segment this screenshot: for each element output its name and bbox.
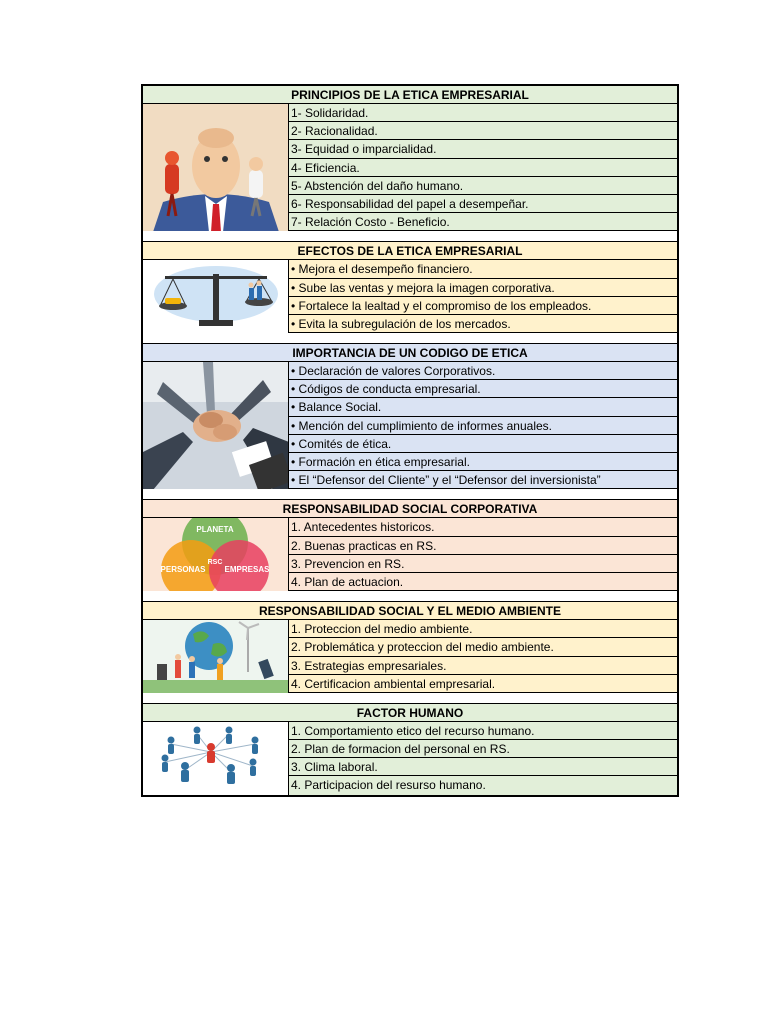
- list-item: 4. Certificacion ambiental empresarial.: [289, 675, 677, 693]
- list-item: 4. Plan de actuacion.: [289, 573, 677, 591]
- list-item: • Comités de ética.: [289, 435, 677, 453]
- list-item: 5- Abstención del daño humano.: [289, 177, 677, 195]
- section-efectos: [143, 242, 677, 344]
- section-factor-humano: [143, 704, 677, 795]
- list-item: 3. Prevencion en RS.: [289, 555, 677, 573]
- list-item: 3. Estrategias empresariales.: [289, 657, 677, 675]
- venn-label-left: PERSONAS: [160, 565, 206, 575]
- list-item: 4. Participacion del resurso humano.: [289, 776, 677, 794]
- list-item: 1- Solidaridad.: [289, 104, 677, 122]
- people-network-image: [143, 722, 289, 795]
- list-item: 1. Proteccion del medio ambiente.: [289, 620, 677, 638]
- section-divider: [143, 693, 677, 704]
- list-item: • El “Defensor del Cliente” y el “Defensor del inversionista”: [289, 471, 677, 489]
- list-item: 6- Responsabilidad del papel a desempeñar.: [289, 195, 677, 213]
- list-item: • Códigos de conducta empresarial.: [289, 380, 677, 398]
- items-list: [289, 104, 677, 231]
- list-item: • Evita la subregulación de los mercados.: [289, 315, 677, 333]
- section-divider: [143, 591, 677, 602]
- section-principios: [143, 86, 677, 242]
- rsc-venn-diagram: [143, 518, 289, 591]
- items-list: [289, 722, 677, 795]
- list-item: 2- Racionalidad.: [289, 122, 677, 140]
- list-item: 3. Clima laboral.: [289, 758, 677, 776]
- environment-globe-image: [143, 620, 289, 693]
- section-title: RESPONSABILIDAD SOCIAL CORPORATIVA: [143, 500, 677, 518]
- items-list: [289, 518, 677, 591]
- list-item: • Declaración de valores Corporativos.: [289, 362, 677, 380]
- list-item: • Mejora el desempeño financiero.: [289, 260, 677, 278]
- venn-label-top: PLANETA: [196, 525, 234, 535]
- venn-label-right: EMPRESAS: [224, 565, 270, 575]
- section-title: RESPONSABILIDAD SOCIAL Y EL MEDIO AMBIENTE: [143, 602, 677, 620]
- team-hands-photo: [143, 362, 289, 489]
- section-divider: [143, 333, 677, 344]
- list-item: • Sube las ventas y mejora la imagen corporativa.: [289, 279, 677, 297]
- list-item: 3- Equidad o imparcialidad.: [289, 140, 677, 158]
- list-item: • Mención del cumplimiento de informes anuales.: [289, 417, 677, 435]
- section-title: IMPORTANCIA DE UN CODIGO DE ETICA: [143, 344, 677, 362]
- list-item: • Fortalece la lealtad y el compromiso de los empleados.: [289, 297, 677, 315]
- section-medio-ambiente: [143, 602, 677, 704]
- list-item: 1. Comportamiento etico del recurso humano.: [289, 722, 677, 740]
- balance-scale-image: [143, 260, 289, 333]
- section-importancia: [143, 344, 677, 500]
- list-item: 4- Eficiencia.: [289, 159, 677, 177]
- section-divider: [143, 489, 677, 500]
- list-item: 1. Antecedentes historicos.: [289, 518, 677, 536]
- list-item: 7- Relación Costo - Beneficio.: [289, 213, 677, 231]
- list-item: 2. Problemática y proteccion del medio ambiente.: [289, 638, 677, 656]
- list-item: 2. Plan de formacion del personal en RS.: [289, 740, 677, 758]
- section-title: PRINCIPIOS DE LA ETICA EMPRESARIAL: [143, 86, 677, 104]
- list-item: • Balance Social.: [289, 398, 677, 416]
- section-rsc: [143, 500, 677, 602]
- ethics-summary-table: [141, 84, 679, 797]
- list-item: • Formación en ética empresarial.: [289, 453, 677, 471]
- venn-label-center: RSC: [207, 559, 223, 567]
- list-item: 2. Buenas practicas en RS.: [289, 537, 677, 555]
- items-list: [289, 362, 677, 489]
- section-title: FACTOR HUMANO: [143, 704, 677, 722]
- items-list: [289, 620, 677, 693]
- section-title: EFECTOS DE LA ETICA EMPRESARIAL: [143, 242, 677, 260]
- businessmen-cartoon-image: [143, 104, 289, 231]
- section-divider: [143, 231, 677, 242]
- items-list: [289, 260, 677, 333]
